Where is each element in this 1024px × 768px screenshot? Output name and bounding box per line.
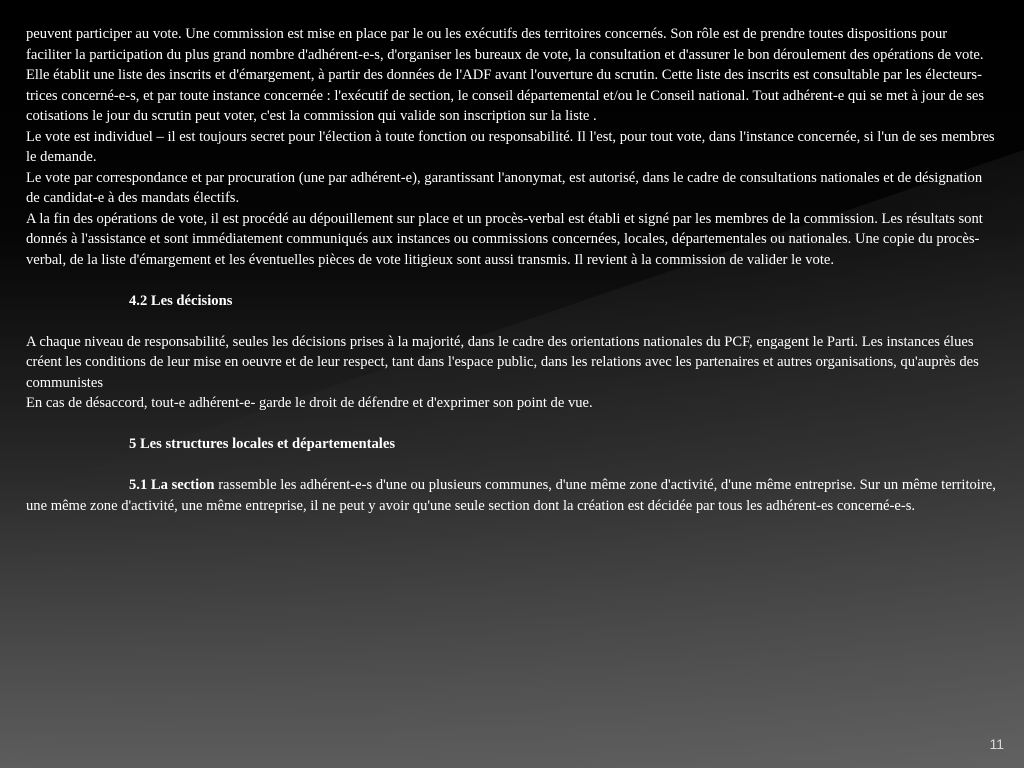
spacer: [26, 414, 996, 435]
heading-structures: 5 Les structures locales et départementales: [129, 436, 396, 452]
heading-decisions: 4.2 Les décisions: [129, 292, 233, 309]
page-number: 11: [989, 736, 1004, 752]
section-paragraph: [26, 475, 996, 516]
body-paragraph: Le vote est individuel – il est toujours secret pour l'élection à toute fonction ou responsabilité. Il l'est, pour tout vote, dans l'instance concernée, si l'un de ses membres le demande.: [26, 128, 995, 165]
body-paragraph: A la fin des opérations de vote, il est procédé au dépouillement sur place et un procès-verbal est établi et signé par les membres de la commission. Les résultats sont donnés à l'assistance et sont immédiatement communiqués aux instances ou commissions concernées, locales, départementales ou nationales. Une copie du procès-verbal, de la liste d'émargement et les éventuelles pièces de vote litigieux sont aussi transmis. Il revient à la commission de valider le vote.: [26, 210, 983, 268]
spacer: [26, 270, 996, 291]
spacer: [26, 455, 996, 476]
body-paragraph: A chaque niveau de responsabilité, seules les décisions prises à la majorité, dans le cadre des orientations nationales du PCF, engagent le Parti. Les instances élues créent les conditions de leur mise en oeuvre et de leur respect, tant dans l'espace public, dans les relations avec les partenaires et autres organisations, qu'auprès des communistes: [26, 333, 979, 391]
body-paragraph: En cas de désaccord, tout-e adhérent-e- garde le droit de défendre et d'exprimer son point de vue.: [26, 395, 593, 411]
body-paragraph: peuvent participer au vote. Une commission est mise en place par le ou les exécutifs des territoires concernés. Son rôle est de prendre toutes dispositions pour faciliter la participation du plus grand nombre d'adhérent-e-s, d'organiser les bureaux de vote, la consultation et d'assurer le bon déroulement des opérations de vote. Elle établit une liste des inscrits et d'émargement, à partir des données de l'ADF avant l'ouverture du scrutin. Cette liste des inscrits est consultable par les électeurs-trices concerné-e-s, et par toute instance concernée : l'exécutif de section, le conseil départemental et/ou le Conseil national. Tout adhérent-e qui se met à jour de ses cotisations le jour du scrutin peut voter, c'est la commission qui valide son inscription sur la liste .: [26, 26, 985, 124]
spacer: [26, 311, 996, 332]
section-title: 5.1 La section: [129, 477, 215, 493]
slide-body: [26, 24, 996, 516]
section-text: rassemble les adhérent-e-s d'une ou plusieurs communes, d'une même zone d'activité, d'une même entreprise. Sur un même territoire, une même zone d'activité, une même entreprise, il ne peut y avoir qu'une seule section dont la création est décidée par tous les adhérent-es concerné-e-s.: [26, 477, 996, 514]
body-paragraph: Le vote par correspondance et par procuration (une par adhérent-e), garantissant l'anonymat, est autorisé, dans le cadre de consultations nationales et de désignation de candidat-e à des mandats électifs.: [26, 169, 983, 206]
